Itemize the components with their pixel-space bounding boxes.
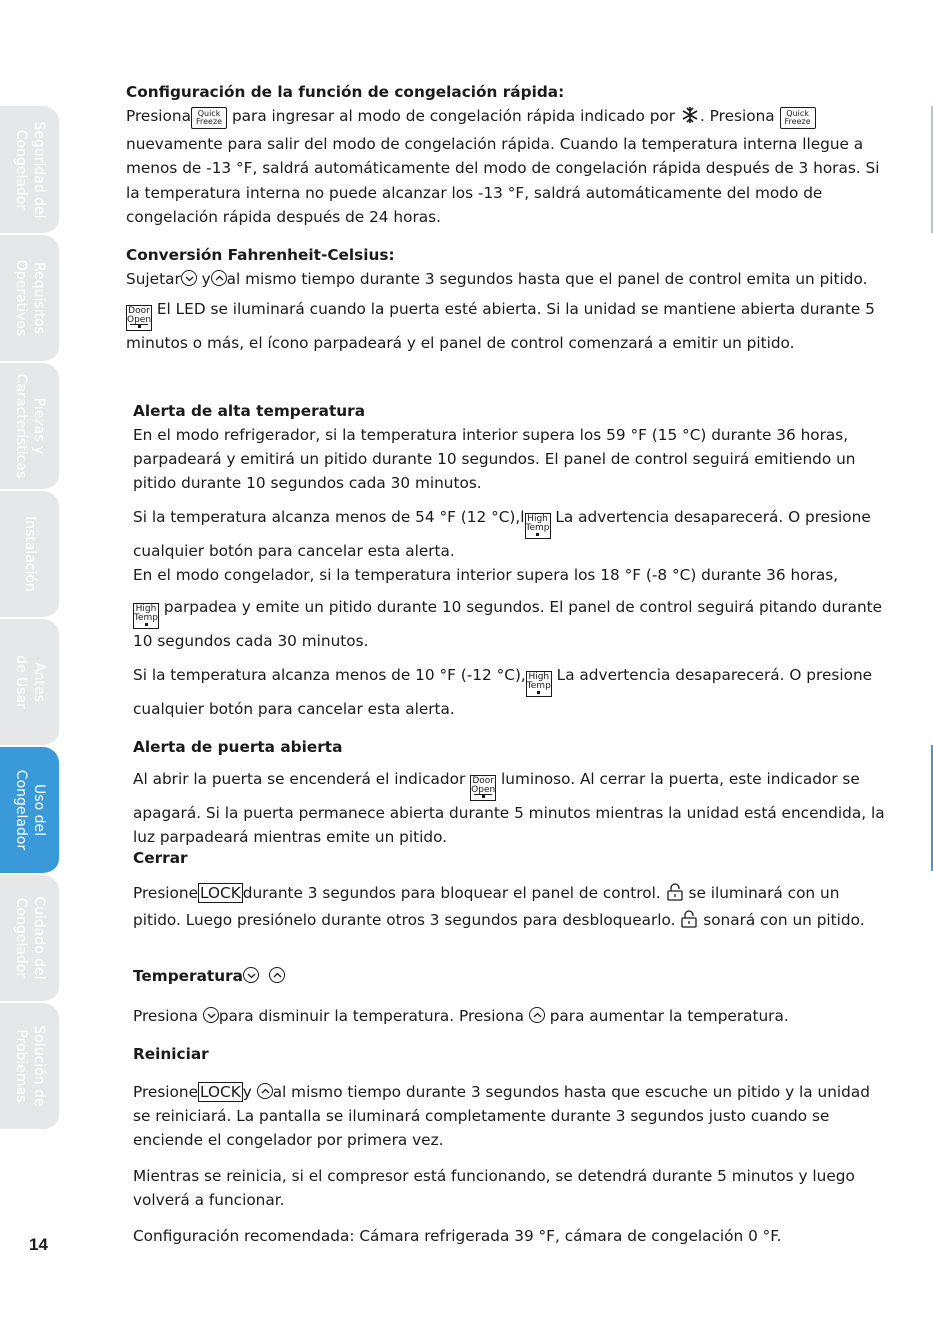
sidebar-tab-uso[interactable] — [0, 747, 59, 875]
sidebar-tab-label: Seguridad del Congelador — [12, 120, 47, 219]
door-open-icon — [126, 305, 152, 331]
sidebar-tab-seguridad[interactable] — [0, 106, 59, 235]
lock-icon — [680, 910, 698, 935]
icon-text: Temp — [525, 523, 550, 533]
icon-text: High — [527, 514, 548, 524]
text-span: parpadea y emite un pitido durante 10 segundos. El panel de control seguirá pitando durante 10 segundos cada 30 minutos. — [133, 598, 883, 650]
reset-p3: Configuración recomendada: Cámara refrigerada 39 °F, cámara de congelación 0 °F. — [133, 1227, 782, 1245]
text-span: Presione — [133, 1083, 199, 1101]
reset-text — [133, 1080, 888, 1152]
sidebar-tab-label: Instalación — [21, 516, 38, 592]
text-span: Presiona — [133, 1007, 198, 1025]
icon-text: Quick — [197, 109, 221, 118]
text-span: para aumentar la temperatura. — [549, 1007, 789, 1025]
sidebar-tab-piezas[interactable] — [0, 363, 59, 491]
icon-text: Freeze — [784, 117, 811, 126]
text-span: y — [201, 270, 211, 288]
chevron-down-icon — [181, 270, 197, 286]
icon-text: Quick — [786, 109, 809, 118]
icon-text: Freeze — [195, 117, 223, 126]
high-temp-p4 — [133, 595, 888, 653]
sidebar-tab-label: Uso del Congelador — [12, 769, 47, 851]
reset-p2: Mientras se reinicia, si el compresor está funcionando, se detendrá durante 5 minutos y luego volverá a funcionar. — [133, 1167, 855, 1209]
text-span: durante 3 segundos para bloquear el panel de control. — [242, 884, 661, 902]
high-temp-p3: En el modo congelador, si la temperatura interior supera los 18 °F (-8 °C) durante 36 horas, — [133, 566, 839, 584]
quick-freeze-section — [126, 80, 886, 230]
sidebar-tab-label: Solución de Problemas — [12, 1025, 47, 1107]
chevron-up-icon — [529, 1007, 545, 1023]
icon-text: High — [135, 604, 157, 614]
text-span: Sujetar — [126, 270, 181, 288]
quick-freeze-text — [126, 104, 886, 230]
quick-freeze-button-icon — [780, 107, 816, 129]
text-span: Presiona — [126, 107, 191, 125]
high-temp-p2 — [133, 505, 888, 563]
sidebar-tab-cuidado[interactable] — [0, 875, 59, 1003]
lock-button-label: LOCK — [200, 884, 241, 902]
reset-section — [133, 1042, 888, 1248]
chevron-down-icon — [243, 967, 259, 983]
temperature-text — [133, 1004, 888, 1028]
text-span: y — [242, 1083, 252, 1101]
text-span: luminoso. Al cerrar la puerta, este indicador se apagará. Si la puerta permanece abierta durante 5 minutos mientras la unidad está encendida, la luz parpadeará mientras emite un pitido. — [133, 770, 885, 846]
high-temp-icon — [525, 513, 551, 539]
text-span: al mismo tiempo durante 3 segundos hasta que el panel de control emita un pitido. — [226, 270, 868, 288]
text-span: Al abrir la puerta se encenderá el indicador — [133, 770, 466, 788]
door-alert-heading: Alerta de puerta abierta — [133, 738, 343, 756]
fc-text — [126, 267, 886, 291]
lock-button-label: LOCK — [200, 1083, 241, 1101]
sidebar-tab-label: Antes de Usar — [12, 655, 47, 709]
sidebar-tab-label: Requisitos Operativos — [12, 259, 47, 337]
text-span: al mismo tiempo durante 3 segundos hasta que escuche un pitido y la unidad se reiniciará. La pantalla se iluminará completamente durante 3 segundos justo cuando se enciende el congelador por primera vez. — [133, 1083, 870, 1149]
sidebar-tab-label: Piezas y Características — [12, 373, 47, 479]
icon-text: High — [528, 672, 550, 682]
quick-freeze-heading: Configuración de la función de congelación rápida: — [126, 83, 565, 101]
lock-section — [133, 846, 888, 935]
chevron-up-icon — [257, 1083, 273, 1099]
door-alert-section — [133, 735, 888, 849]
text-span: nuevamente para salir del modo de congelación rápida. Cuando la temperatura interna llegue a menos de -13 °F, saldrá automáticamente del modo de congelación rápida después de 3 horas. Si la temperatura interna no puede alcanzar los -13 °F, saldrá automáticamente del modo de congelación rápida después de 24 horas. — [126, 134, 880, 226]
high-temp-heading: Alerta de alta temperatura — [133, 402, 366, 420]
chevron-down-icon — [203, 1007, 219, 1023]
fc-heading: Conversión Fahrenheit-Celsius: — [126, 246, 395, 264]
icon-text: Door — [472, 776, 494, 786]
text-span: para ingresar al modo de congelación rápida indicado por — [231, 107, 676, 125]
snowflake-icon — [680, 106, 700, 132]
page-number: 14 — [29, 1235, 48, 1254]
icon-text: Door — [128, 306, 150, 316]
fc-door-text — [126, 297, 886, 355]
text-span: para disminuir la temperatura. Presiona — [218, 1007, 524, 1025]
sidebar-tab-requisitos[interactable] — [0, 235, 59, 363]
door-alert-text — [133, 767, 888, 849]
high-temp-p1: En el modo refrigerador, si la temperatura interior supera los 59 °F (15 °C) durante 36 horas, parpadeará y emitirá un pitido durante 10 segundos. El panel de control seguirá emitiendo un pitido durante 10 segundos cada 30 minutos. — [133, 426, 856, 492]
text-span: Si la temperatura alcanza menos de 54 °F (12 °C),l — [133, 508, 525, 526]
icon-text: Open — [471, 785, 496, 795]
sidebar-tab-antes[interactable] — [0, 619, 59, 747]
temperature-heading: Temperatura — [133, 967, 243, 985]
high-temp-p5 — [133, 663, 888, 721]
chevron-up-icon — [269, 967, 285, 983]
high-temp-section — [133, 399, 888, 721]
text-span: se iluminará con un pitido. Luego presiónelo durante otros 3 segundos para desbloquearlo. — [133, 884, 840, 929]
text-span: . Presiona — [699, 107, 775, 125]
icon-text: Temp — [526, 681, 551, 691]
text-span: El LED se iluminará cuando la puerta esté abierta. Si la unidad se mantiene abierta durante 5 minutos o más, el ícono parpadeará y el panel de control comenzará a emitir un pitido. — [126, 300, 875, 352]
quick-freeze-button-icon — [191, 107, 227, 129]
high-temp-icon — [526, 671, 552, 697]
icon-text: Temp — [134, 613, 158, 623]
text-span: Si la temperatura alcanza menos de 10 °F (-12 °C), — [133, 666, 526, 684]
sidebar-tab-solucion[interactable] — [0, 1003, 59, 1131]
lock-heading: Cerrar — [133, 849, 188, 867]
text-span: La advertencia desaparecerá. O presione cualquier botón para cancelar esta alerta. — [133, 666, 873, 718]
chevron-up-icon — [211, 270, 227, 286]
door-open-icon — [470, 775, 496, 801]
lock-icon — [666, 883, 684, 908]
text-span: La advertencia desaparecerá. O presione cualquier botón para cancelar esta alerta. — [133, 508, 871, 560]
text-span: sonará con un pitido. — [703, 911, 865, 929]
lock-text — [133, 881, 888, 935]
sidebar-tab-label: Cuidado del Congelador — [12, 896, 47, 980]
fc-section — [126, 243, 886, 355]
icon-text: Open — [127, 315, 152, 325]
reset-heading: Reiniciar — [133, 1045, 209, 1063]
sidebar-tab-instalacion[interactable] — [0, 491, 59, 619]
temperature-heading-row — [133, 964, 888, 988]
temperature-section — [133, 964, 888, 1028]
text-span: Presione — [133, 884, 199, 902]
high-temp-icon — [133, 603, 159, 629]
